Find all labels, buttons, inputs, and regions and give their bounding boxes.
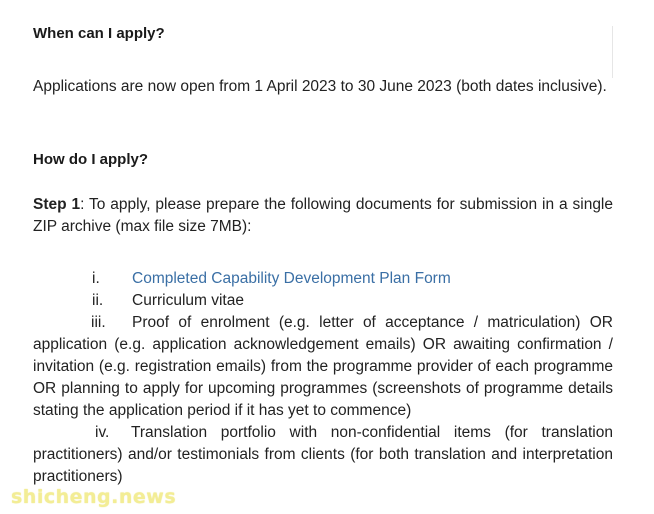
heading-how-do-i-apply: How do I apply? bbox=[33, 151, 148, 168]
capability-plan-form-link[interactable]: Completed Capability Development Plan Form bbox=[132, 270, 451, 287]
list-numeral-1: i. bbox=[92, 270, 100, 287]
document-item-1 bbox=[132, 268, 451, 290]
document-item-4 bbox=[33, 422, 613, 488]
list-numeral-4: iv. bbox=[95, 424, 110, 441]
step-1-text: : To apply, please prepare the following documents for submission in a single ZIP archive (max file size 7MB): bbox=[33, 196, 613, 235]
list-numeral-2: ii. bbox=[92, 292, 104, 309]
step-1-label: Step 1 bbox=[33, 196, 81, 213]
divider bbox=[612, 26, 613, 78]
document-item-3-text: Proof of enrolment (e.g. letter of acceptance / matriculation) OR application (e.g. application acknowledgement emails) OR awaiting confirmation / invitation (e.g. registration emails) from the programme provider of each programme OR planning to apply for upcoming programmes (screenshots of programme details stating the application period if it has yet to commence) bbox=[33, 314, 613, 419]
heading-when-can-i-apply: When can I apply? bbox=[33, 25, 165, 42]
application-period-text: Applications are now open from 1 April 2023 to 30 June 2023 (both dates inclusive). bbox=[33, 78, 607, 95]
document-item-3 bbox=[33, 312, 613, 422]
document-item-2: Curriculum vitae bbox=[132, 292, 244, 309]
document-item-4-text: Translation portfolio with non-confidential items (for translation practitioners) and/or testimonials from clients (for both translation and interpretation practitioners) bbox=[33, 424, 613, 485]
site-watermark: shicheng.news bbox=[11, 486, 177, 508]
step-1-paragraph bbox=[33, 194, 613, 238]
list-numeral-3: iii. bbox=[91, 314, 106, 331]
